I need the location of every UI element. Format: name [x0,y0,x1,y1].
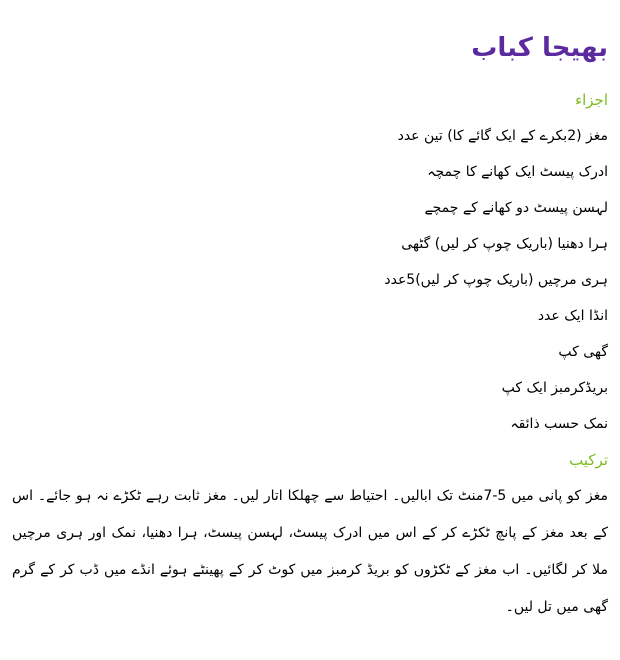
ingredient-item: بریڈکرمبز ایک کپ [501,380,608,396]
ingredient-item: ادرک پیسٹ ایک کھانے کا چمچہ [427,164,608,180]
ingredient-item: ہرا دھنیا (باریک چوپ کر لیں) گٹھی [401,236,608,252]
ingredient-item: ہری مرچیں (باریک چوپ کر لیں)5عدد [384,272,608,288]
method-paragraph: مغز کو پانی میں 5-7منٹ تک ابالیں۔ احتیاط سے چھلکا اتار لیں۔ مغز ثابت رہے ٹکڑے نہ ہو جائے۔ اس کے بعد مغز کے پانچ ٹکڑے کر کے اس میں ادرک پیسٹ، لہسن پیسٹ، ہرا دھنیا، نمک اور ہری مرچیں ملا کر لگائیں۔ اب مغز کے ٹکڑوں کو بریڈ کرمبز میں کوٹ کر کے پھینٹے ہوئے انڈے میں ڈب کر کے گرم گھی میں تل لیں۔ [12,488,608,615]
recipe-title: بھیجا کباب [471,33,608,63]
ingredients-list [12,118,608,442]
ingredient-item: انڈا ایک عدد [537,308,608,324]
ingredient-item: مغز (2بکرے کے ایک گائے کا) تین عدد [397,128,608,144]
ingredient-item: لہسن پیسٹ دو کھانے کے چمچے [424,200,608,216]
method-heading: ترکیب [569,451,608,469]
ingredients-heading: اجزاء [575,91,608,109]
ingredient-item: گھی کپ [558,344,608,360]
ingredient-item: نمک حسب ذائقہ [510,416,608,432]
